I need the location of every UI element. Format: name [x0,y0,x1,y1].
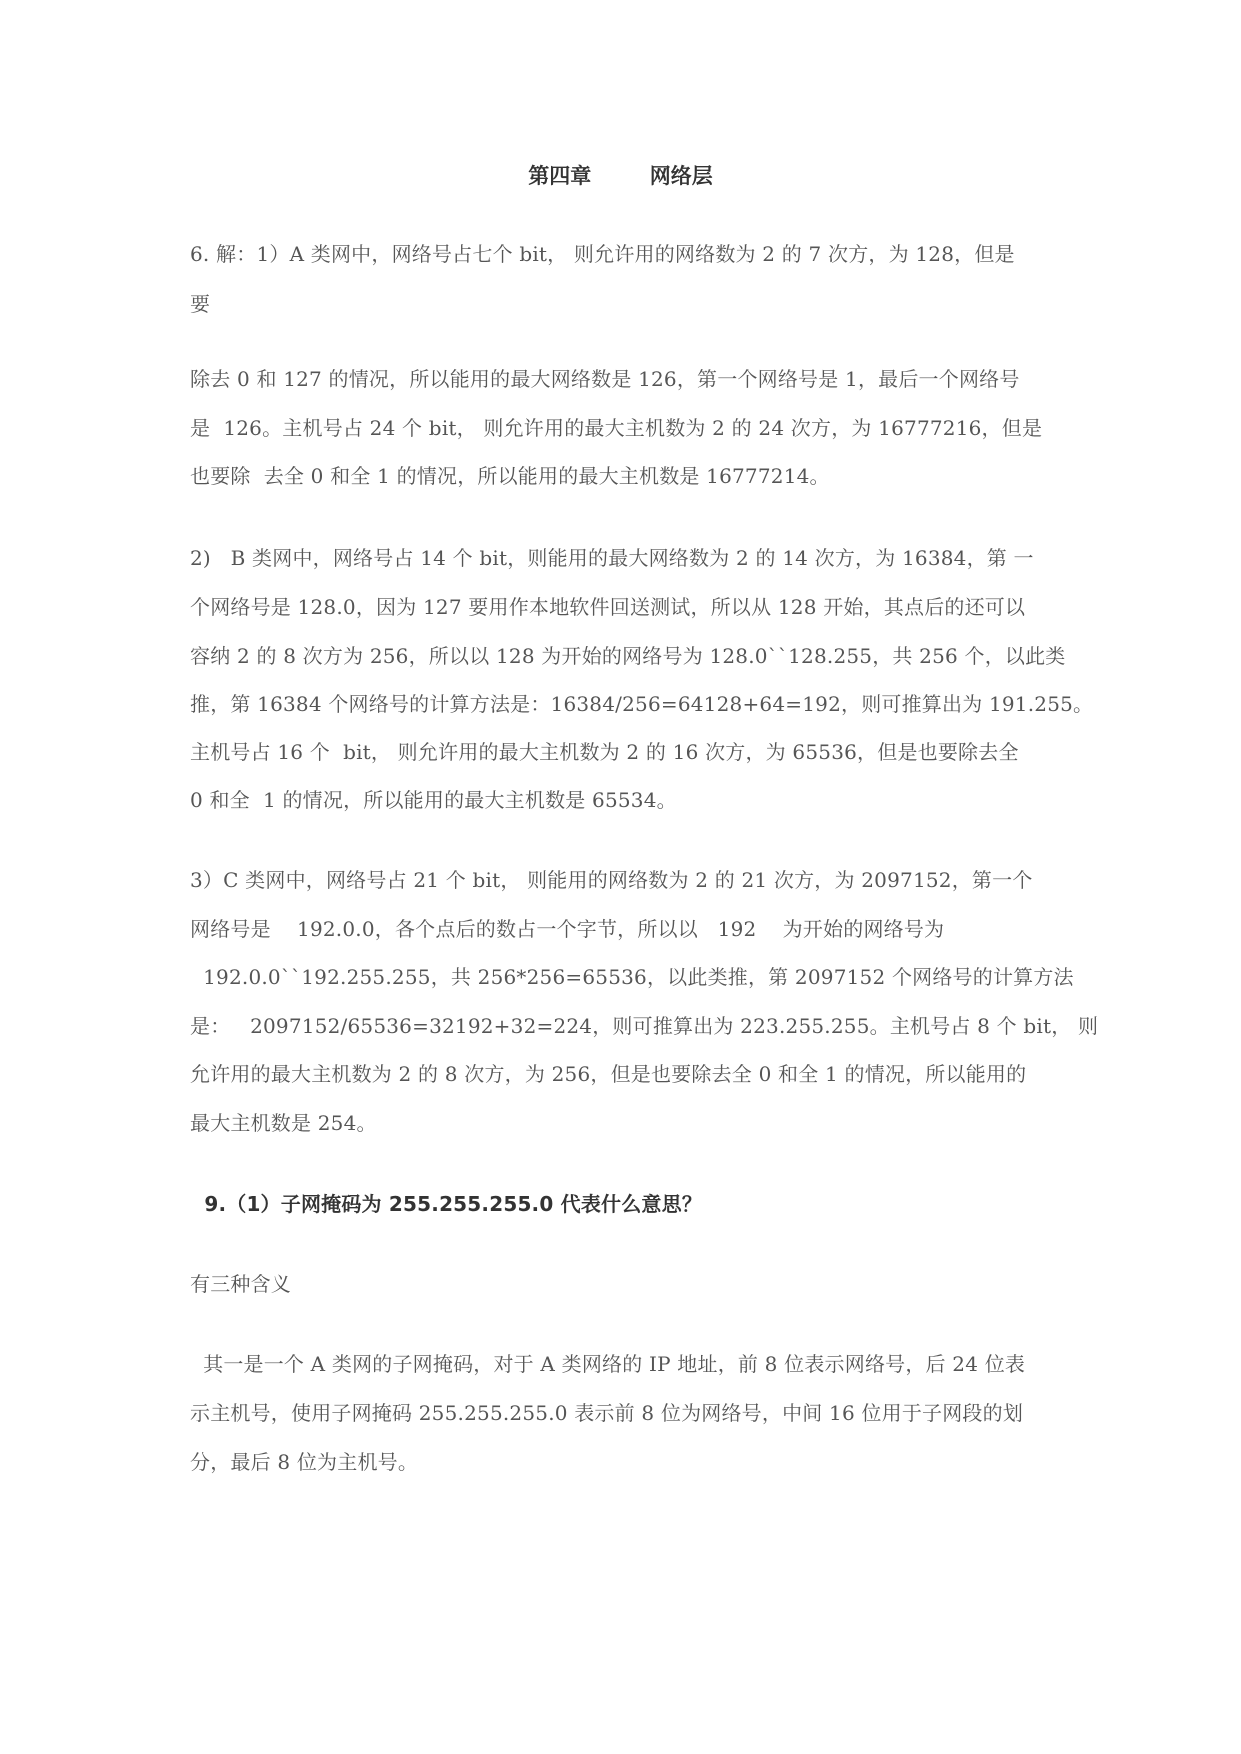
q6-line-6: 2) B 类网中，网络号占 14 个 bit，则能用的最大网络数为 2 的 14 次方，为 16384，第 一 [190,546,1034,570]
q6-line-3: 除去 0 和 127 的情况，所以能用的最大网络数是 126，第一个网络号是 1，最后一个网络号 [190,367,1020,391]
q6-line-5: 也要除 去全 0 和全 1 的情况，所以能用的最大主机数是 16777214。 [190,464,830,488]
q6-line-14: 192.0.0``192.255.255，共 256*256=65536，以此类推，第 2097152 个网络号的计算方法 [190,965,1074,989]
q6-line-11: 0 和全 1 的情况，所以能用的最大主机数是 65534。 [190,788,677,812]
q6-line-9: 推，第 16384 个网络号的计算方法是：16384/256=64128+64=192，则可推算出为 191.255。 [190,692,1094,716]
q6-line-4: 是 126。主机号占 24 个 bit， 则允许用的最大主机数为 2 的 24 次方，为 16777216，但是 [190,416,1043,440]
q6-line-1: 6. 解：1）A 类网中，网络号占七个 bit， 则允许用的网络数为 2 的 7 次方，为 128，但是 [190,242,1015,266]
q6-line-7: 个网络号是 128.0，因为 127 要用作本地软件回送测试，所以从 128 开始，其点后的还可以 [190,595,1026,619]
chapter-title: 第四章 网络层 [528,164,713,188]
q6-line-12: 3）C 类网中，网络号占 21 个 bit， 则能用的网络数为 2 的 21 次方，为 2097152，第一个 [190,868,1033,892]
q9-line-2: 其一是一个 A 类网的子网掩码，对于 A 类网络的 IP 地址，前 8 位表示网络号，后 24 位表 [190,1352,1026,1376]
q6-line-2: 要 [190,292,211,316]
q6-line-15: 是： 2097152/65536=32192+32=224，则可推算出为 223.255.255。主机号占 8 个 bit， 则 [190,1014,1099,1038]
q6-line-17: 最大主机数是 254。 [190,1111,377,1135]
q9-line-4: 分，最后 8 位为主机号。 [190,1450,419,1474]
q6-line-16: 允许用的最大主机数为 2 的 8 次方，为 256，但是也要除去全 0 和全 1 的情况，所以能用的 [190,1062,1027,1086]
q6-line-13: 网络号是 192.0.0，各个点后的数占一个字节，所以以 192 为开始的网络号为 [190,917,945,941]
q9-line-3: 示主机号，使用子网掩码 255.255.255.0 表示前 8 位为网络号，中间 16 位用于子网段的划 [190,1401,1024,1425]
q9-heading: 9.（1）子网掩码为 255.255.255.0 代表什么意思？ [190,1192,703,1216]
q6-line-8: 容纳 2 的 8 次方为 256，所以以 128 为开始的网络号为 128.0``128.255，共 256 个，以此类 [190,644,1066,668]
q9-line-1: 有三种含义 [190,1272,291,1296]
q6-line-10: 主机号占 16 个 bit， 则允许用的最大主机数为 2 的 16 次方，为 65536，但是也要除去全 [190,740,1019,764]
